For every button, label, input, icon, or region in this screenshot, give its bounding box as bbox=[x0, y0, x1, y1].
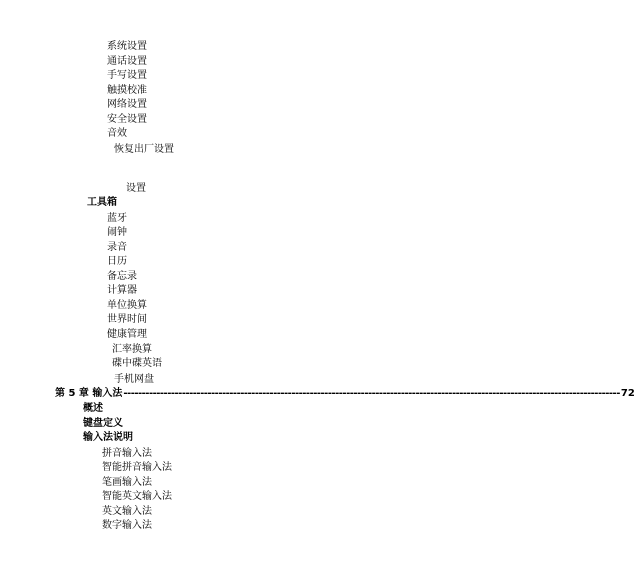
toc-entry-settings: 设置 bbox=[126, 183, 146, 194]
toc-chapter-5 bbox=[55, 387, 635, 401]
toc-entry-smart-english-input: 智能英文输入法 bbox=[102, 491, 172, 502]
toc-entry-network-settings: 网络设置 bbox=[107, 99, 147, 110]
toc-entry-stroke-input: 笔画输入法 bbox=[102, 477, 152, 488]
toc-section-overview: 概述 bbox=[83, 403, 103, 414]
toc-entry-calendar: 日历 bbox=[107, 256, 127, 267]
toc-entry-touch-calibration: 触摸校准 bbox=[107, 85, 147, 96]
toc-section-toolbox: 工具箱 bbox=[87, 197, 117, 208]
toc-entry-health-management: 健康管理 bbox=[107, 329, 147, 340]
toc-entry-handwriting-settings: 手写设置 bbox=[107, 70, 147, 81]
toc-entry-exchange-rate: 汇率换算 bbox=[112, 344, 152, 355]
chapter-leader-dots: ---------------------------------------------------------------------------------------------------------------------------------------- bbox=[123, 388, 620, 399]
toc-entry-calculator: 计算器 bbox=[107, 285, 137, 296]
toc-entry-memo: 备忘录 bbox=[107, 271, 137, 282]
toc-entry-security-settings: 安全设置 bbox=[107, 114, 147, 125]
toc-entry-pinyin-input: 拼音输入法 bbox=[102, 448, 152, 459]
toc-entry-world-time: 世界时间 bbox=[107, 314, 147, 325]
toc-entry-bluetooth: 蓝牙 bbox=[107, 213, 127, 224]
toc-entry-unit-conversion: 单位换算 bbox=[107, 300, 147, 311]
toc-section-input-method-description: 输入法说明 bbox=[83, 432, 133, 443]
toc-section-keyboard-definition: 键盘定义 bbox=[83, 418, 123, 429]
chapter-title: 第 5 章 输入法 bbox=[55, 388, 123, 399]
toc-entry-english-input: 英文输入法 bbox=[102, 506, 152, 517]
toc-entry-system-settings: 系统设置 bbox=[107, 41, 147, 52]
toc-entry-mobile-disk: 手机网盘 bbox=[114, 374, 154, 385]
toc-entry-factory-reset: 恢复出厂设置 bbox=[114, 144, 174, 155]
toc-entry-smart-pinyin-input: 智能拼音输入法 bbox=[102, 462, 172, 473]
toc-entry-english-learning: 碟中碟英语 bbox=[112, 358, 162, 369]
toc-entry-alarm-clock: 闹钟 bbox=[107, 227, 127, 238]
chapter-page-number: 72 bbox=[620, 388, 635, 399]
toc-entry-sound-effects: 音效 bbox=[107, 128, 127, 139]
toc-entry-recording: 录音 bbox=[107, 242, 127, 253]
toc-entry-number-input: 数字输入法 bbox=[102, 520, 152, 531]
toc-entry-call-settings: 通话设置 bbox=[107, 56, 147, 67]
